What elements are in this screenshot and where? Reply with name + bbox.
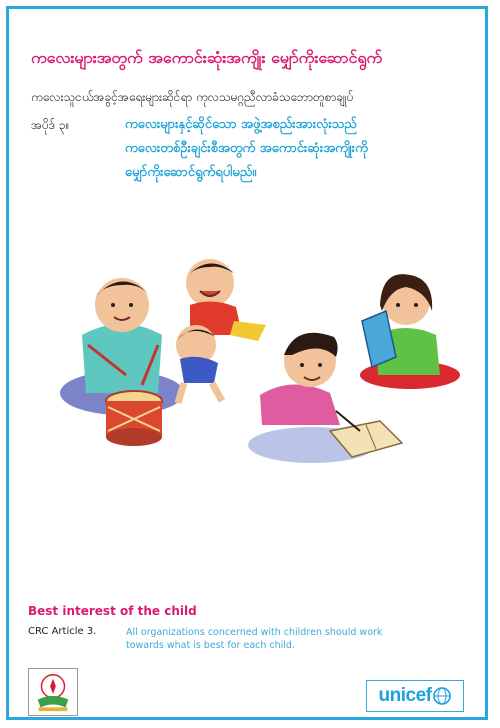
convention-subtitle: ကလေးသူငယ်အခွင့်အရေးများဆိုင်ရာ ကုလသမဂ္ဂညီလာခံသဘောတူစာချုပ် <box>31 90 354 104</box>
article-line: ကလေးတစ်ဦးချင်းစီအတွက် အကောင်းဆုံးအကျိုးကို <box>125 141 368 156</box>
unicef-text: unicef <box>378 685 432 706</box>
caption-line: All organizations concerned with children should work <box>126 627 383 638</box>
caption-line: towards what is best for each child. <box>126 640 295 651</box>
article-line: ကလေးများနှင့်ဆိုင်သော အဖွဲ့အစည်းအားလုံးသည် <box>125 117 357 132</box>
government-emblem-icon <box>28 668 78 716</box>
boys-playing-piggyback <box>176 259 266 403</box>
caption-title: Best interest of the child <box>28 604 197 618</box>
caption-label: CRC Article 3. <box>28 626 97 637</box>
boy-with-drum <box>60 278 184 446</box>
unicef-globe-icon <box>433 687 451 705</box>
children-playing-illustration <box>30 225 468 517</box>
unicef-logo <box>366 680 464 712</box>
article-label: အပိုဒ် ၃။ <box>31 118 70 132</box>
article-line: မျှော်ကိုးဆောင်ရွက်ရပါမည်။ <box>125 165 257 180</box>
caption-body <box>126 626 446 652</box>
poster-title: ကလေးများအတွက် အကောင်းဆုံးအကျိုး မျှော်ကိုးဆောင်ရွက် <box>31 48 383 67</box>
article-body <box>125 113 470 185</box>
girl-reading-book <box>360 274 460 389</box>
illustration-svg <box>30 225 468 517</box>
